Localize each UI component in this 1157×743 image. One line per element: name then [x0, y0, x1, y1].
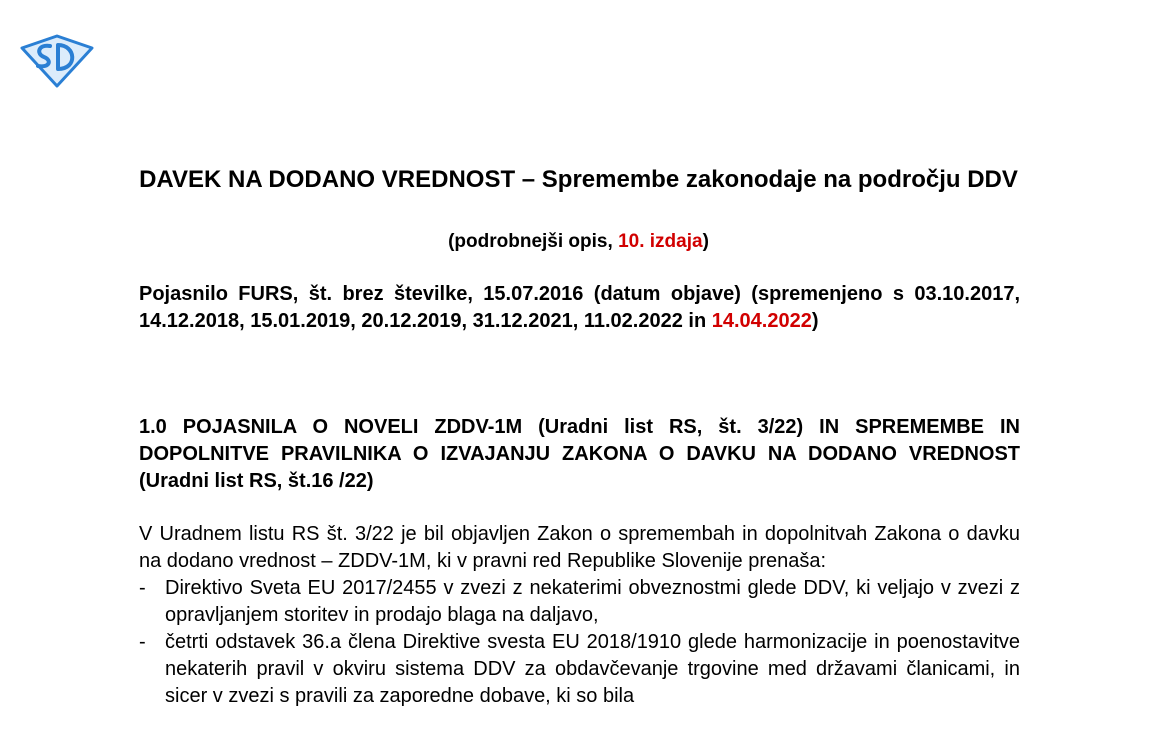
list-item-text: Direktivo Sveta EU 2017/2455 v zvezi z nekaterimi obveznostmi glede DDV, ki veljajo v zvezi z opravljanjem storitev in prodajo blaga na daljavo, — [165, 577, 1020, 626]
intro-close: ) — [811, 310, 819, 332]
subtitle-suffix: ) — [702, 231, 709, 252]
latest-change-date: 14.04.2022 — [711, 310, 812, 332]
edition-label: 10. izdaja — [618, 231, 703, 252]
list-dash: - — [139, 631, 146, 653]
body-section — [139, 521, 1020, 710]
subtitle-prefix: (podrobnejši opis, — [448, 231, 619, 252]
list-dash: - — [139, 577, 146, 599]
document-subtitle — [120, 230, 1037, 254]
intro-text: Pojasnilo FURS, št. brez številke, 15.07.2016 (datum objave) (spremenjeno s 03.10.2017, 14.12.2018, 15.01.2019, 20.12.2019, 31.12.2021, 11.02.2022 in — [139, 283, 1020, 332]
section-heading: 1.0 POJASNILA O NOVELI ZDDV-1M (Uradni list RS, št. 3/22) IN SPREMEMBE IN DOPOLNITVE PRAVILNIKA O IZVAJANJU ZAKONA O DAVKU NA DODANO VREDNOST (Uradni list RS, št.16 /22) — [139, 416, 1020, 492]
list-item — [139, 575, 1020, 629]
list-item-text: četrti odstavek 36.a člena Direktive svesta EU 2018/1910 glede harmonizacije in poenostavitve nekaterih pravil v okviru sistema DDV za obdavčevanje trgovine med državami članicami, in sicer v zvezi s pravili za zaporedne dobave, ki so bila — [165, 631, 1020, 707]
body-paragraph: V Uradnem listu RS št. 3/22 je bil objavljen Zakon o spremembah in dopolnitvah Zakona o davku na dodano vrednost – ZDDV-1M, ki v pravni red Republike Slovenije prenaša: — [139, 523, 1020, 572]
company-logo — [20, 34, 94, 88]
document-title: DAVEK NA DODANO VREDNOST – Spremembe zakonodaje na področju DDV — [139, 166, 1018, 193]
list-item — [139, 629, 1020, 710]
intro-paragraph — [139, 281, 1020, 335]
